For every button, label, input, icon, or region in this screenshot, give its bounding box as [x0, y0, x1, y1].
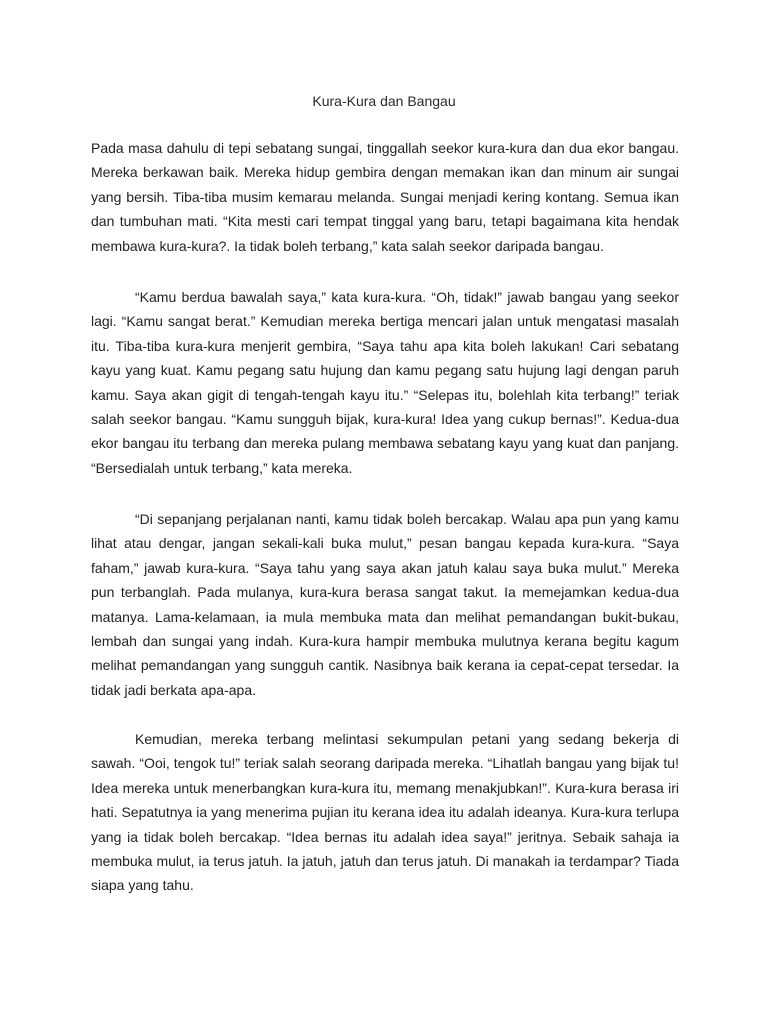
paragraph-4: Kemudian, mereka terbang melintasi sekumpulan petani yang sedang bekerja di sawah. “Ooi, tengok tu!” teriak salah seorang daripada mereka. “Lihatlah bangau yang bijak tu! Idea mereka untuk menerbangkan kura-kura itu, memang menakjubkan!”. Kura-kura berasa iri hati. Sepatutnya ia yang menerima pujian itu kerana idea itu adalah ideanya. Kura-kura terlupa yang ia tidak boleh bercakap. “Idea bernas itu adalah idea saya!” jeritnya. Sebaik sahaja ia membuka mulut, ia terus jatuh. Ia jatuh, jatuh dan terus jatuh. Di manakah ia terdampar? Tiada siapa yang tahu.: [91, 731, 679, 894]
paragraph-2: “Kamu berdua bawalah saya,” kata kura-kura. “Oh, tidak!” jawab bangau yang seekor lagi. “Kamu sangat berat.” Kemudian mereka bertiga mencari jalan untuk mengatasi masalah itu. Tiba-tiba kura-kura menjerit gembira, “Saya tahu apa kita boleh lakukan! Cari sebatang kayu yang kuat. Kamu pegang satu hujung dan kamu pegang satu hujung lagi dengan paruh kamu. Saya akan gigit di tengah-tengah kayu itu.” “Selepas itu, bolehlah kita terbang!” teriak salah seekor bangau. “Kamu sungguh bijak, kura-kura! Idea yang cukup bernas!”. Kedua-dua ekor bangau itu terbang dan mereka pulang membawa sebatang kayu yang kuat dan panjang. “Bersedialah untuk terbang,” kata mereka.: [91, 289, 679, 476]
document-title: Kura-Kura dan Bangau: [312, 93, 456, 109]
paragraph-3: “Di sepanjang perjalanan nanti, kamu tidak boleh bercakap. Walau apa pun yang kamu lihat atau dengar, jangan sekali-kali buka mulut,” pesan bangau kepada kura-kura. “Saya faham,” jawab kura-kura. “Saya tahu yang saya akan jatuh kalau saya buka mulut.” Mereka pun terbanglah. Pada mulanya, kura-kura berasa sangat takut. Ia memejamkan kedua-dua matanya. Lama-kelamaan, ia mula membuka mata dan melihat pemandangan bukit-bukau, lembah dan sungai yang indah. Kura-kura hampir membuka mulutnya kerana begitu kagum melihat pemandangan yang sungguh cantik. Nasibnya baik kerana ia cepat-cepat tersedar. Ia tidak jadi berkata apa-apa.: [91, 511, 679, 698]
paragraph-1: Pada masa dahulu di tepi sebatang sungai, tinggallah seekor kura-kura dan dua ekor bangau. Mereka berkawan baik. Mereka hidup gembira dengan memakan ikan dan minum air sungai yang bersih. Tiba-tiba musim kemarau melanda. Sungai menjadi kering kontang. Semua ikan dan tumbuhan mati. “Kita mesti cari tempat tinggal yang baru, tetapi bagaimana kita hendak membawa kura-kura?. Ia tidak boleh terbang,” kata salah seekor daripada bangau.: [91, 140, 679, 254]
